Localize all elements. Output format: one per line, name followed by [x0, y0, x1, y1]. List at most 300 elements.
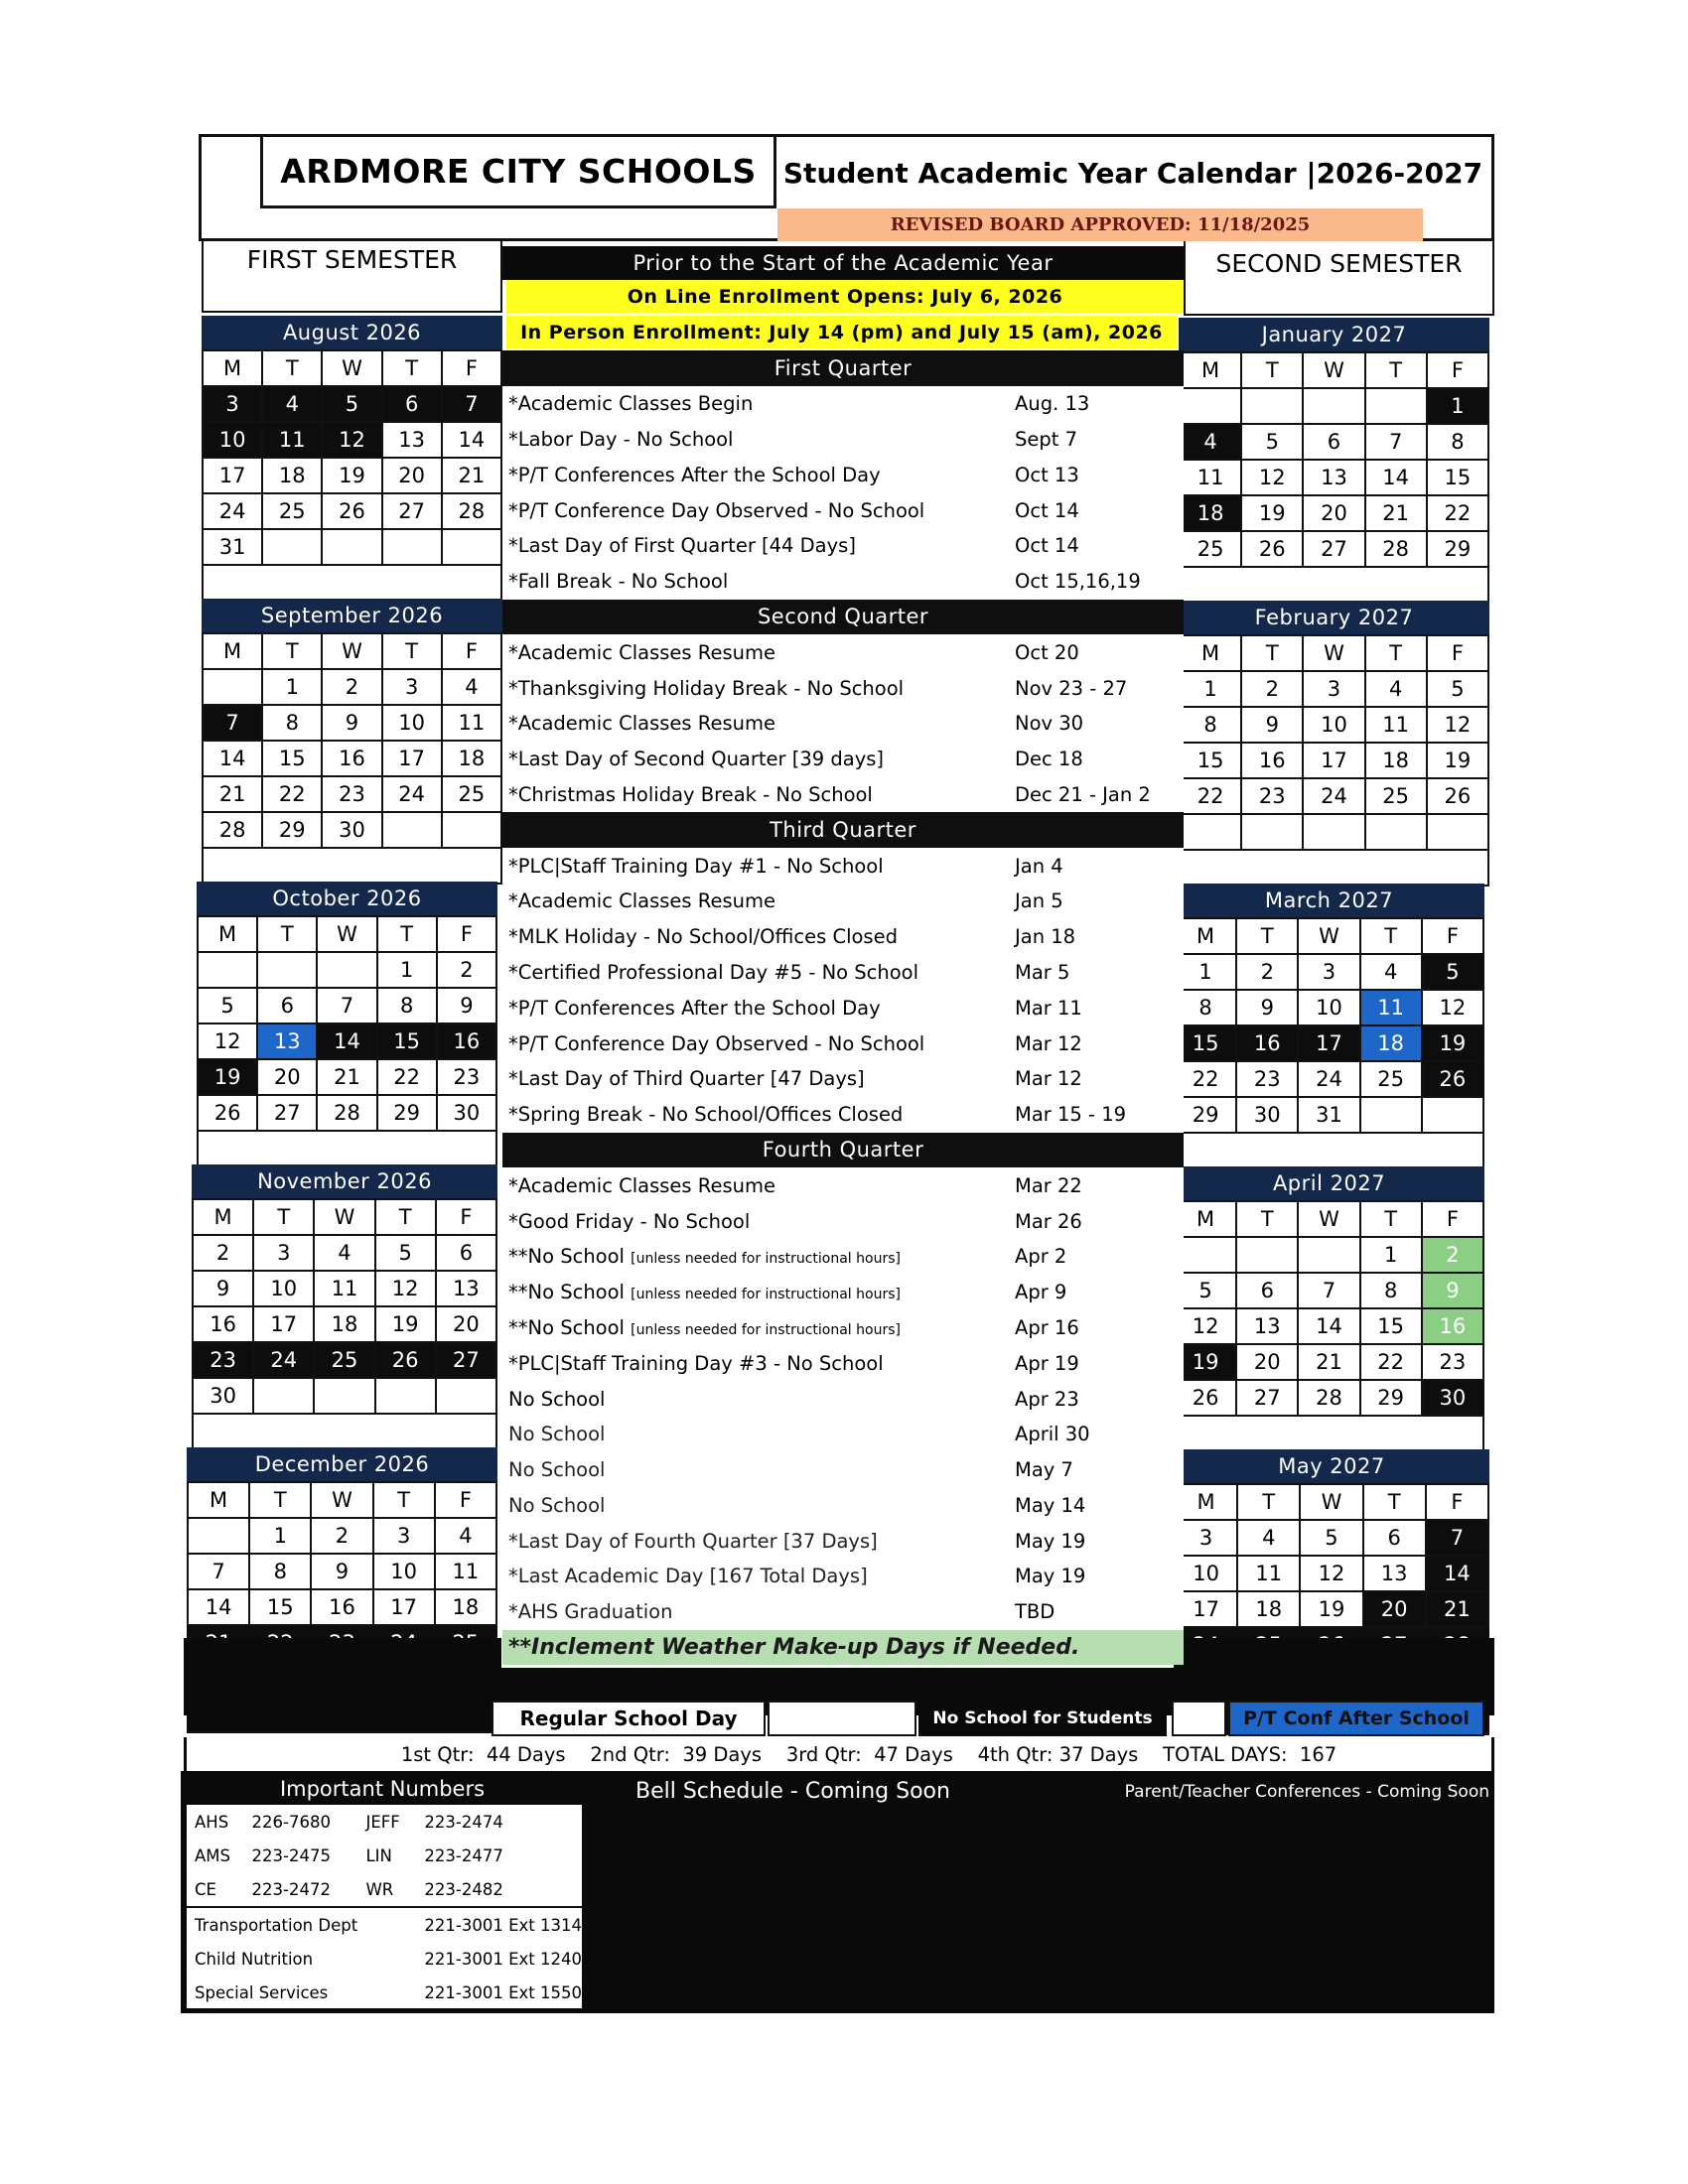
weekday-header: M [188, 1482, 249, 1518]
weekday-header: W [322, 633, 381, 669]
district-title-box [260, 134, 776, 208]
event-text [502, 777, 1009, 813]
weekday-header: T [1360, 918, 1422, 954]
day-cell: 26 [375, 1342, 436, 1378]
legend-regular [492, 1701, 766, 1736]
empty-day-cell [1427, 814, 1488, 850]
event-text [502, 1275, 1009, 1310]
day-cell: 29 [262, 812, 322, 848]
event-text [502, 1239, 1009, 1275]
event-label: *Christmas Holiday Break - No School [508, 782, 873, 806]
revised-text: REVISED BOARD APPROVED: 11/18/2025 [890, 214, 1311, 235]
day-cell: 21 [442, 458, 501, 493]
event-text [502, 990, 1009, 1025]
dept-phone: 221-3001 Ext 1550 [424, 1982, 582, 2002]
event-text [502, 1417, 1009, 1452]
event-text [502, 1345, 1009, 1381]
day-cell: 14 [203, 741, 262, 776]
event-row [502, 990, 1184, 1025]
empty-day-cell [1175, 1237, 1236, 1273]
totals-text: 1st Qtr: 44 Days 2nd Qtr: 39 Days 3rd Qtr: 47 Days 4th Qtr: 37 Days TOTAL DAYS: 167 [400, 1742, 1337, 1766]
day-cell: 6 [1236, 1273, 1298, 1308]
event-date: May 19 [1009, 1559, 1184, 1594]
day-cell: 3 [253, 1235, 314, 1271]
events-table [502, 350, 1184, 1665]
day-cell: 30 [322, 812, 381, 848]
day-cell: 17 [373, 1589, 435, 1625]
quarter-heading-row [502, 1133, 1184, 1168]
event-row [502, 634, 1184, 670]
empty-day-cell [382, 529, 442, 565]
day-cell: 19 [198, 1059, 257, 1095]
phone-table [187, 1805, 582, 2009]
weekday-header: T [1237, 1484, 1300, 1520]
day-cell: 21 [203, 776, 262, 812]
quarter-heading-row [502, 600, 1184, 635]
dept-phone: 221-3001 Ext 1240 [424, 1949, 582, 1969]
legend-no-school [918, 1701, 1167, 1736]
day-cell: 24 [382, 776, 442, 812]
weekday-header: F [1426, 1484, 1488, 1520]
day-cell: 17 [382, 741, 442, 776]
event-row [502, 848, 1184, 884]
event-text [502, 528, 1009, 564]
day-cell: 25 [1180, 531, 1241, 567]
month-title: August 2026 [202, 316, 502, 349]
empty-day-cell [375, 1378, 436, 1414]
weekday-header: M [1180, 635, 1241, 671]
day-cell: 19 [1241, 495, 1303, 531]
event-text [502, 706, 1009, 742]
day-cell: 15 [1427, 460, 1488, 495]
day-cell: 9 [1241, 707, 1303, 743]
day-cell: 23 [437, 1059, 496, 1095]
event-row [502, 1345, 1184, 1381]
weekday-header: T [1365, 352, 1427, 388]
event-label: No School [508, 1387, 606, 1411]
event-date: Mar 5 [1009, 955, 1184, 991]
event-text [502, 1025, 1009, 1061]
day-cell: 2 [437, 952, 496, 988]
event-date: Jan 18 [1009, 919, 1184, 955]
empty-day-cell [1236, 1237, 1298, 1273]
phone-number: 226-7680 [251, 1812, 331, 1832]
day-cell: 11 [435, 1554, 496, 1589]
weekday-header: T [1365, 635, 1427, 671]
day-cell: 11 [262, 422, 322, 458]
day-cell: 21 [1365, 495, 1427, 531]
day-cell: 18 [1237, 1591, 1300, 1627]
school-code: AHS [195, 1812, 229, 1832]
empty-day-cell [1180, 388, 1241, 424]
event-row [502, 1167, 1184, 1203]
month-grid [202, 349, 502, 566]
weekday-header: W [314, 1199, 374, 1235]
day-cell: 13 [257, 1024, 317, 1059]
month-title: September 2026 [202, 599, 502, 632]
event-text [502, 1167, 1009, 1203]
event-date: Mar 12 [1009, 1061, 1184, 1097]
event-text [502, 919, 1009, 955]
empty-day-cell [1365, 814, 1427, 850]
weekday-header: W [322, 350, 381, 386]
second-semester-box [1184, 241, 1494, 316]
day-cell: 15 [262, 741, 322, 776]
day-cell: 30 [1236, 1097, 1298, 1133]
event-label: No School [508, 1458, 606, 1482]
weekday-header: T [1241, 352, 1303, 388]
school-code: CE [187, 1872, 244, 1907]
empty-day-cell [1241, 388, 1303, 424]
weekday-header: F [442, 350, 501, 386]
day-cell: 10 [1303, 707, 1364, 743]
empty-day-cell [262, 529, 322, 565]
day-cell: 7 [1365, 424, 1427, 460]
day-cell: 28 [442, 493, 501, 529]
day-cell: 22 [1427, 495, 1488, 531]
weekday-header: T [382, 633, 442, 669]
event-row [502, 1310, 1184, 1346]
empty-day-cell [253, 1378, 314, 1414]
dept-row [187, 1907, 582, 1942]
event-label: *Academic Classes Resume [508, 889, 775, 913]
phone-row [187, 1805, 582, 1839]
day-cell: 5 [198, 988, 257, 1024]
event-label: No School [508, 1493, 606, 1517]
month-spacer [1174, 1134, 1484, 1169]
day-cell: 27 [436, 1342, 496, 1378]
day-cell: 24 [1303, 778, 1364, 814]
event-text [502, 848, 1009, 884]
day-cell: 27 [1236, 1380, 1298, 1416]
event-text [502, 670, 1009, 706]
month-sep [202, 599, 502, 885]
second-semester-label: SECOND SEMESTER [1215, 249, 1463, 278]
day-cell: 18 [1365, 743, 1427, 778]
day-cell: 9 [193, 1271, 253, 1306]
event-text [502, 742, 1009, 777]
calendar-title-box [774, 134, 1494, 208]
day-cell: 18 [1180, 495, 1241, 531]
month-spacer [197, 1132, 497, 1167]
day-cell: 1 [262, 669, 322, 705]
empty-day-cell [1303, 388, 1364, 424]
event-label: *Academic Classes Resume [508, 712, 775, 736]
event-row [502, 1452, 1184, 1488]
event-label: *Labor Day - No School [508, 427, 734, 451]
weekday-header: M [203, 350, 262, 386]
legend-regular-label: Regular School Day [519, 1706, 738, 1730]
day-cell: 4 [435, 1518, 496, 1554]
phone-row [187, 1872, 582, 1907]
quarter-heading: Fourth Quarter [502, 1133, 1184, 1168]
in-person-enrollment: In Person Enrollment: July 14 (pm) and July 15 (am), 2026 [506, 316, 1177, 348]
event-label: *Last Day of Fourth Quarter [37 Days] [508, 1529, 878, 1553]
event-label: **No School [508, 1281, 632, 1304]
day-cell: 3 [382, 669, 442, 705]
empty-day-cell [1303, 814, 1364, 850]
day-cell: 8 [1175, 990, 1236, 1025]
day-cell: 9 [1236, 990, 1298, 1025]
month-title: March 2027 [1174, 884, 1484, 917]
phone-number: 223-2477 [424, 1845, 503, 1865]
month-spacer [202, 566, 502, 602]
day-cell: 10 [1175, 1556, 1237, 1591]
weekday-header: W [317, 916, 376, 952]
day-cell: 28 [1298, 1380, 1359, 1416]
event-date: Apr 23 [1009, 1381, 1184, 1417]
event-text [502, 1381, 1009, 1417]
event-date: May 14 [1009, 1488, 1184, 1524]
day-cell: 6 [257, 988, 317, 1024]
event-row [502, 1417, 1184, 1452]
event-row [502, 777, 1184, 813]
day-cell: 25 [262, 493, 322, 529]
day-cell: 19 [322, 458, 381, 493]
day-cell: 21 [1426, 1591, 1488, 1627]
day-cell: 8 [1360, 1273, 1422, 1308]
event-date: Nov 30 [1009, 706, 1184, 742]
empty-day-cell [1241, 814, 1303, 850]
dept-name: Transportation Dept [195, 1915, 358, 1935]
day-cell: 11 [1365, 707, 1427, 743]
day-cell: 26 [1427, 778, 1488, 814]
event-row [502, 492, 1184, 528]
day-cell: 15 [249, 1589, 311, 1625]
day-cell: 15 [1180, 743, 1241, 778]
day-cell: 13 [1363, 1556, 1426, 1591]
empty-day-cell [188, 1518, 249, 1554]
event-date: Nov 23 - 27 [1009, 670, 1184, 706]
day-cell: 24 [1298, 1061, 1359, 1097]
event-text [502, 634, 1009, 670]
day-cell: 31 [1298, 1097, 1359, 1133]
day-cell: 8 [262, 705, 322, 741]
event-note: [unless needed for instructional hours] [631, 1321, 901, 1338]
event-row [502, 670, 1184, 706]
day-cell: 12 [1300, 1556, 1362, 1591]
month-grid [1174, 1200, 1484, 1417]
month-title: October 2026 [197, 882, 497, 915]
event-date: Apr 16 [1009, 1310, 1184, 1346]
empty-day-cell [198, 952, 257, 988]
event-date: Dec 21 - Jan 2 [1009, 777, 1184, 813]
event-label: *P/T Conferences After the School Day [508, 996, 881, 1020]
weekday-header: F [436, 1199, 496, 1235]
day-cell: 5 [1300, 1520, 1362, 1556]
day-cell: 31 [203, 529, 262, 565]
day-cell: 16 [1241, 743, 1303, 778]
day-cell: 28 [317, 1095, 376, 1131]
day-cell: 29 [377, 1095, 437, 1131]
day-cell: 26 [198, 1095, 257, 1131]
totals-row [184, 1737, 1494, 1771]
day-cell: 10 [373, 1554, 435, 1589]
phone-number: 223-2472 [244, 1872, 358, 1907]
month-spacer [202, 849, 502, 885]
event-label: *PLC|Staff Training Day #1 - No School [508, 854, 884, 878]
event-row [502, 1203, 1184, 1239]
month-grid [1179, 634, 1489, 851]
day-cell: 20 [1236, 1344, 1298, 1380]
month-title: February 2027 [1179, 601, 1489, 634]
month-jan [1179, 318, 1489, 604]
event-text [502, 1452, 1009, 1488]
month-mar [1174, 884, 1484, 1169]
day-cell: 6 [1363, 1520, 1426, 1556]
event-date: Mar 26 [1009, 1203, 1184, 1239]
weekday-header: T [253, 1199, 314, 1235]
empty-day-cell [1180, 814, 1241, 850]
empty-day-cell [317, 952, 376, 988]
day-cell: 20 [1303, 495, 1364, 531]
quarter-heading: First Quarter [502, 350, 1184, 386]
day-cell: 17 [1175, 1591, 1237, 1627]
dept-row [187, 1976, 582, 2009]
empty-day-cell [203, 669, 262, 705]
event-date: Apr 2 [1009, 1239, 1184, 1275]
month-title: November 2026 [192, 1164, 497, 1198]
important-heading: Important Numbers [279, 1777, 486, 1801]
event-date: Dec 18 [1009, 742, 1184, 777]
weekday-header: T [1241, 635, 1303, 671]
day-cell: 3 [203, 386, 262, 422]
month-grid [192, 1198, 497, 1415]
weekday-header: F [435, 1482, 496, 1518]
day-cell: 6 [1303, 424, 1364, 460]
first-semester-box [202, 241, 502, 313]
empty-day-cell [1365, 388, 1427, 424]
weekday-header: M [1180, 352, 1241, 388]
day-cell: 14 [442, 422, 501, 458]
day-cell: 11 [1180, 460, 1241, 495]
weekday-header: W [311, 1482, 372, 1518]
school-code: JEFF [365, 1812, 400, 1832]
day-cell: 24 [253, 1342, 314, 1378]
month-spacer [1179, 851, 1489, 887]
day-cell: 30 [1422, 1380, 1483, 1416]
month-spacer [192, 1415, 497, 1450]
day-cell: 25 [314, 1342, 374, 1378]
day-cell: 12 [375, 1271, 436, 1306]
day-cell: 12 [1422, 990, 1483, 1025]
day-cell: 9 [322, 705, 381, 741]
event-label: No School [508, 1423, 606, 1446]
day-cell: 19 [1427, 743, 1488, 778]
day-cell: 18 [262, 458, 322, 493]
bell-schedule: Bell Schedule - Coming Soon [635, 1779, 950, 1804]
weekday-header: F [1422, 1201, 1483, 1237]
event-row [502, 955, 1184, 991]
day-cell: 13 [382, 422, 442, 458]
legend-blank-swatch [768, 1701, 916, 1736]
district-name: ARDMORE CITY SCHOOLS [280, 152, 757, 191]
event-date: Mar 11 [1009, 990, 1184, 1025]
day-cell: 1 [377, 952, 437, 988]
day-cell: 16 [193, 1306, 253, 1342]
day-cell: 20 [257, 1059, 317, 1095]
footer-under-right [1184, 1638, 1494, 1668]
event-date: May 7 [1009, 1452, 1184, 1488]
event-text [502, 1203, 1009, 1239]
online-enrollment: On Line Enrollment Opens: July 6, 2026 [506, 280, 1184, 313]
event-date: Jan 4 [1009, 848, 1184, 884]
day-cell: 11 [314, 1271, 374, 1306]
day-cell: 12 [198, 1024, 257, 1059]
day-cell: 19 [1300, 1591, 1362, 1627]
day-cell: 15 [377, 1024, 437, 1059]
day-cell: 4 [314, 1235, 374, 1271]
event-label: **No School [508, 1315, 632, 1339]
weekday-header: T [1236, 1201, 1298, 1237]
event-date: Oct 15,16,19 [1009, 564, 1184, 600]
month-title: April 2027 [1174, 1166, 1484, 1200]
day-cell: 16 [311, 1589, 372, 1625]
day-cell: 25 [1360, 1061, 1422, 1097]
day-cell: 5 [1427, 671, 1488, 707]
weekday-header: F [437, 916, 496, 952]
empty-day-cell [314, 1378, 374, 1414]
phone-number: 223-2474 [424, 1812, 503, 1832]
day-cell: 13 [1236, 1308, 1298, 1344]
event-label: *P/T Conference Day Observed - No School [508, 1031, 925, 1055]
prior-heading: Prior to the Start of the Academic Year [502, 246, 1184, 280]
event-row [502, 884, 1184, 919]
day-cell: 9 [437, 988, 496, 1024]
quarter-heading-row [502, 812, 1184, 848]
day-cell: 1 [1427, 388, 1488, 424]
day-cell: 18 [435, 1589, 496, 1625]
month-title: January 2027 [1179, 318, 1489, 351]
weekday-header: W [1300, 1484, 1362, 1520]
event-text [502, 422, 1009, 458]
event-note: [unless needed for instructional hours] [631, 1251, 901, 1268]
weekday-header: M [1175, 918, 1236, 954]
month-grid [1179, 351, 1489, 568]
day-cell: 17 [1303, 743, 1364, 778]
event-label: *P/T Conference Day Observed - No School [508, 498, 925, 522]
event-row [502, 386, 1184, 422]
day-cell: 23 [1236, 1061, 1298, 1097]
event-date: TBD [1009, 1594, 1184, 1630]
day-cell: 15 [1175, 1025, 1236, 1061]
empty-day-cell [1298, 1237, 1359, 1273]
weekday-header: M [1175, 1484, 1237, 1520]
event-row [502, 742, 1184, 777]
day-cell: 2 [1422, 1237, 1483, 1273]
weekday-header: F [1427, 635, 1488, 671]
weekday-header: M [203, 633, 262, 669]
event-date: Aug. 13 [1009, 386, 1184, 422]
month-grid [197, 915, 497, 1132]
event-text [502, 884, 1009, 919]
day-cell: 22 [1180, 778, 1241, 814]
day-cell: 4 [442, 669, 501, 705]
event-row [502, 1594, 1184, 1630]
day-cell: 27 [1303, 531, 1364, 567]
day-cell: 7 [1426, 1520, 1488, 1556]
event-row [502, 706, 1184, 742]
weekday-header: T [382, 350, 442, 386]
day-cell: 19 [1422, 1025, 1483, 1061]
event-label: *Last Day of Third Quarter [47 Days] [508, 1067, 865, 1091]
weekday-header: M [1175, 1201, 1236, 1237]
event-note: [unless needed for instructional hours] [631, 1287, 901, 1303]
event-row [502, 1559, 1184, 1594]
day-cell: 14 [188, 1589, 249, 1625]
day-cell: 29 [1175, 1097, 1236, 1133]
day-cell: 22 [1175, 1061, 1236, 1097]
